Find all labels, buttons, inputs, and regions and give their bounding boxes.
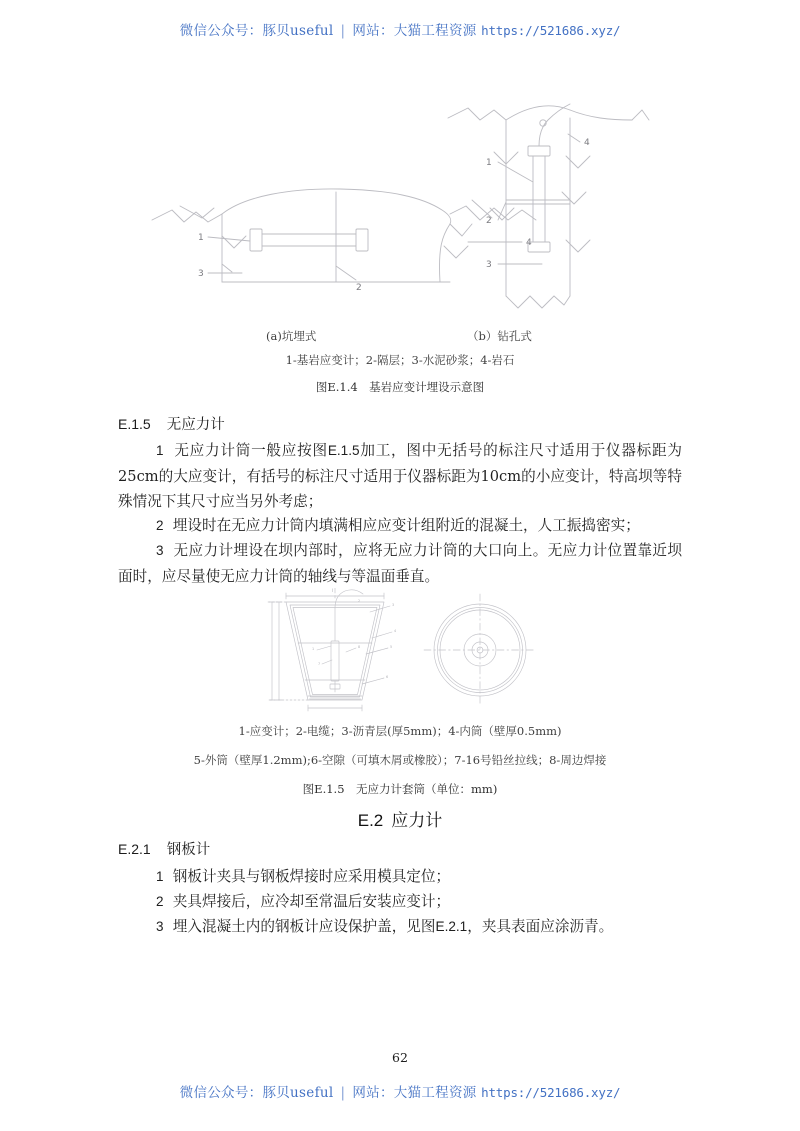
page-number: 62 (392, 1050, 408, 1065)
paragraph-e15-item1 (118, 438, 682, 515)
paragraph-index: 3 (156, 543, 164, 558)
paragraph-text-before-ref: 无应力计筒一般应按图 (174, 442, 328, 459)
watermark-wechat-label: 微信公众号： (179, 23, 263, 39)
figure-e15-title: 图E.1.5 无应力计套筒（单位：mm) (302, 782, 498, 796)
paragraph-e21-item2 (118, 889, 682, 915)
figure-e14-subcaptions (150, 328, 650, 346)
watermark-wechat-value: 豚贝useful (262, 23, 334, 39)
paragraph-e21-item3 (118, 914, 682, 940)
watermark-wechat-label: 微信公众号： (179, 1085, 263, 1101)
figure2-callout-4: 4 (394, 629, 397, 633)
figure-e15-legend-line2: 5-外筒（壁厚1.2mm);6-空隙（可填木屑或橡胶）；7-16号铅丝拉线；8-周边焊接 (193, 753, 607, 767)
figure1-callout-a-1: 1 (198, 233, 204, 243)
section-e15-title: 无应力计 (166, 417, 225, 433)
figure2-callout-5: 5 (390, 645, 393, 649)
figure2-section-marker: I (332, 588, 334, 593)
figure-e14-subcaption-b: （b）钻孔式 (467, 329, 532, 343)
paragraph-e15-item3 (118, 538, 682, 589)
figure-reference-e15: E.1.5 (327, 443, 360, 458)
section-heading-e21 (118, 838, 210, 859)
figure2-callout-8: 8 (358, 645, 361, 649)
watermark-wechat-value: 豚贝useful (262, 1085, 334, 1101)
paragraph-index: 2 (156, 518, 164, 533)
paragraph-index: 2 (156, 894, 164, 909)
section-e21-title: 钢板计 (166, 842, 211, 858)
paragraph-text-before-ref: 埋入混凝土内的钢板计应设保护盖，见图 (172, 918, 436, 935)
section-e2-title: 应力计 (391, 811, 443, 831)
watermark-site-value: 大猫工程资源 (393, 1085, 477, 1101)
figure1-callout-a-3: 3 (198, 269, 204, 279)
paragraph-index: 1 (156, 869, 164, 884)
figure2-callout-3: 3 (392, 603, 395, 607)
watermark-site-label: 网站： (352, 23, 394, 39)
figure2-callout-6: 6 (386, 675, 389, 679)
section-heading-e15 (118, 413, 225, 434)
figure-e14-diagram (150, 96, 650, 326)
figure1-callout-a-4: 4 (526, 238, 532, 248)
watermark-url: https://521686.xyz/ (481, 1085, 621, 1100)
figure1-callout-b-3: 3 (486, 260, 492, 270)
watermark-url: https://521686.xyz/ (481, 23, 621, 38)
paragraph-index: 1 (156, 443, 164, 458)
section-e2-number: E.2 (357, 811, 384, 830)
paragraph-text: 钢板计夹具与钢板焊接时应采用模具定位； (172, 868, 451, 885)
figure2-callout-2: 2 (358, 599, 361, 603)
figure1-callout-b-4: 4 (584, 138, 590, 148)
figure-e15-diagram (262, 588, 552, 716)
section-e15-number: E.1.5 (118, 416, 151, 432)
figure-reference-e21: E.2.1 (435, 919, 468, 934)
paragraph-index: 3 (156, 919, 164, 934)
figure-e14-legend: 1-基岩应变计；2-隔层；3-水泥砂浆；4-岩石 (285, 353, 515, 367)
watermark-site-label: 网站： (352, 1085, 394, 1101)
paragraph-text-after-ref: ，夹具表面应涂沥青。 (467, 918, 614, 935)
figure1-callout-b-1: 1 (486, 158, 492, 168)
figure2-callout-7: 7 (318, 662, 321, 666)
paragraph-text: 无应力计埋设在坝内部时，应将无应力计筒的大口向上。无应力计位置靠近坝面时，应尽量使无应力计筒的轴线与等温面垂直。 (118, 542, 682, 585)
watermark-separator: | (340, 23, 346, 39)
watermark-site-value: 大猫工程资源 (393, 23, 477, 39)
section-e21-number: E.2.1 (118, 841, 151, 857)
figure-e15-legend-line1: 1-应变计；2-电缆；3-沥青层(厚5mm)；4-内筒（壁厚0.5mm) (238, 724, 562, 738)
paragraph-e21-item1 (118, 864, 682, 890)
paragraph-text: 埋设时在无应力计筒内填满相应应变计组附近的混凝土，人工振捣密实； (172, 517, 640, 534)
watermark-header (0, 19, 800, 39)
watermark-footer (0, 1081, 800, 1101)
paragraph-e15-item2 (118, 513, 682, 539)
figure-e14-title: 图E.1.4 基岩应变计埋设示意图 (315, 380, 485, 394)
paragraph-text-after-ref: 加工，图中无括号的标注尺寸适用于仪器标距为25cm的大应变计，有括号的标注尺寸适用于仪器标距为10cm的小应变计，特高坝等特殊情况下其尺寸应当另外考虑； (118, 442, 682, 510)
section-heading-e2 (0, 806, 800, 831)
figure2-callout-1: 1 (312, 647, 315, 651)
figure1-callout-a-2: 2 (356, 283, 362, 293)
watermark-separator: | (340, 1085, 346, 1101)
figure1-callout-b-2: 2 (486, 216, 492, 226)
paragraph-text: 夹具焊接后，应冷却至常温后安装应变计； (172, 893, 451, 910)
figure-e14-subcaption-a: (a)坑埋式 (266, 329, 317, 343)
